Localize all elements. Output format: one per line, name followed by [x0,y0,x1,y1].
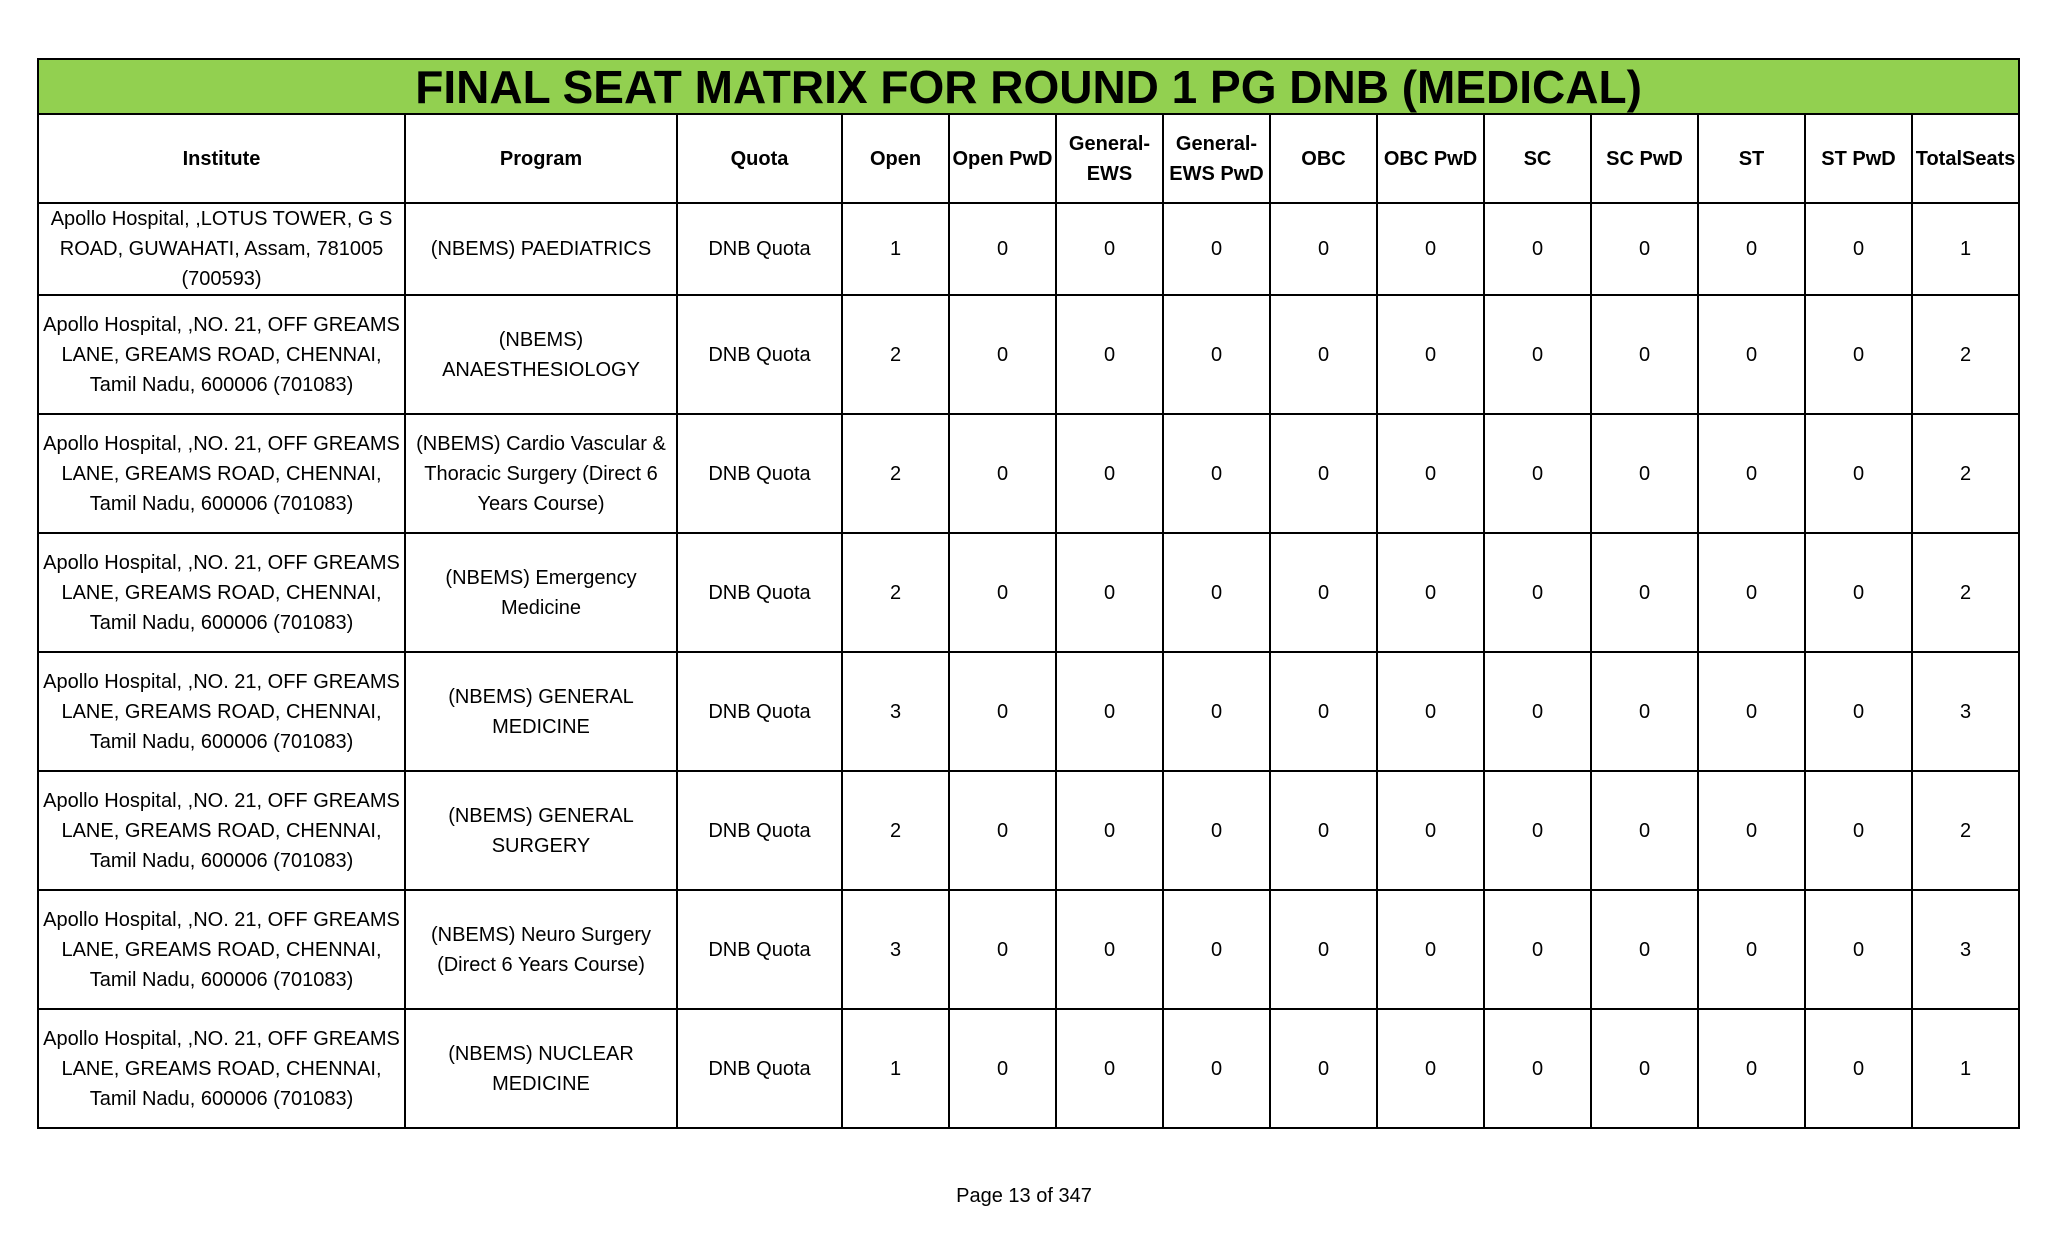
cell-general-ews-pwd: 0 [1163,203,1270,295]
cell-open-pwd: 0 [949,203,1056,295]
column-header-quota: Quota [677,114,842,203]
cell-obc-pwd: 0 [1377,771,1484,890]
cell-obc: 0 [1270,203,1377,295]
cell-open: 3 [842,652,949,771]
cell-open: 1 [842,203,949,295]
cell-program: (NBEMS) Neuro Surgery (Direct 6 Years Course) [405,890,677,1009]
column-header-program: Program [405,114,677,203]
cell-sc-pwd: 0 [1591,533,1698,652]
cell-obc-pwd: 0 [1377,295,1484,414]
table-row [38,414,2019,533]
table-row [38,203,2019,295]
seat-matrix-body [38,203,2019,1128]
cell-institute: Apollo Hospital, ,NO. 21, OFF GREAMS LANE, GREAMS ROAD, CHENNAI, Tamil Nadu, 600006 (701083) [38,295,405,414]
cell-st: 0 [1698,533,1805,652]
cell-st-pwd: 0 [1805,414,1912,533]
cell-obc: 0 [1270,414,1377,533]
table-row [38,771,2019,890]
cell-obc-pwd: 0 [1377,203,1484,295]
cell-sc: 0 [1484,414,1591,533]
cell-st-pwd: 0 [1805,890,1912,1009]
column-header-st: ST [1698,114,1805,203]
column-header-open-pwd: Open PwD [949,114,1056,203]
cell-sc: 0 [1484,890,1591,1009]
cell-open-pwd: 0 [949,771,1056,890]
page-number: Page 13 of 347 [956,1185,1092,1207]
cell-total-seats: 2 [1912,295,2019,414]
cell-obc: 0 [1270,533,1377,652]
cell-st: 0 [1698,771,1805,890]
cell-general-ews: 0 [1056,890,1163,1009]
cell-sc-pwd: 0 [1591,890,1698,1009]
cell-general-ews: 0 [1056,771,1163,890]
column-header-sc: SC [1484,114,1591,203]
cell-open-pwd: 0 [949,890,1056,1009]
cell-quota: DNB Quota [677,203,842,295]
cell-quota: DNB Quota [677,295,842,414]
cell-quota: DNB Quota [677,890,842,1009]
cell-open: 2 [842,414,949,533]
cell-total-seats: 1 [1912,203,2019,295]
cell-sc: 0 [1484,771,1591,890]
column-header-obc-pwd: OBC PwD [1377,114,1484,203]
cell-general-ews-pwd: 0 [1163,652,1270,771]
cell-sc-pwd: 0 [1591,771,1698,890]
cell-institute: Apollo Hospital, ,NO. 21, OFF GREAMS LANE, GREAMS ROAD, CHENNAI, Tamil Nadu, 600006 (701083) [38,652,405,771]
cell-st: 0 [1698,890,1805,1009]
cell-obc: 0 [1270,1009,1377,1128]
cell-obc-pwd: 0 [1377,890,1484,1009]
table-row [38,533,2019,652]
cell-st: 0 [1698,414,1805,533]
cell-obc-pwd: 0 [1377,533,1484,652]
cell-open-pwd: 0 [949,295,1056,414]
cell-program: (NBEMS) GENERAL SURGERY [405,771,677,890]
cell-obc: 0 [1270,295,1377,414]
cell-obc-pwd: 0 [1377,652,1484,771]
cell-st: 0 [1698,203,1805,295]
cell-total-seats: 3 [1912,652,2019,771]
cell-institute: Apollo Hospital, ,NO. 21, OFF GREAMS LANE, GREAMS ROAD, CHENNAI, Tamil Nadu, 600006 (701083) [38,414,405,533]
cell-total-seats: 1 [1912,1009,2019,1128]
cell-program: (NBEMS) Emergency Medicine [405,533,677,652]
cell-obc-pwd: 0 [1377,1009,1484,1128]
cell-quota: DNB Quota [677,1009,842,1128]
seat-matrix-table [37,58,2020,1129]
cell-program: (NBEMS) ANAESTHESIOLOGY [405,295,677,414]
table-title: FINAL SEAT MATRIX FOR ROUND 1 PG DNB (MEDICAL) [38,59,2019,114]
cell-quota: DNB Quota [677,652,842,771]
cell-general-ews-pwd: 0 [1163,890,1270,1009]
cell-general-ews-pwd: 0 [1163,1009,1270,1128]
cell-open-pwd: 0 [949,533,1056,652]
table-row [38,652,2019,771]
cell-quota: DNB Quota [677,533,842,652]
cell-institute: Apollo Hospital, ,LOTUS TOWER, G S ROAD, GUWAHATI, Assam, 781005 (700593) [38,203,405,295]
cell-st: 0 [1698,295,1805,414]
cell-institute: Apollo Hospital, ,NO. 21, OFF GREAMS LANE, GREAMS ROAD, CHENNAI, Tamil Nadu, 600006 (701083) [38,1009,405,1128]
seat-matrix-sheet [37,58,2016,1129]
cell-sc: 0 [1484,295,1591,414]
cell-st-pwd: 0 [1805,652,1912,771]
cell-open-pwd: 0 [949,1009,1056,1128]
column-header-institute: Institute [38,114,405,203]
column-header-st-pwd: ST PwD [1805,114,1912,203]
cell-institute: Apollo Hospital, ,NO. 21, OFF GREAMS LANE, GREAMS ROAD, CHENNAI, Tamil Nadu, 600006 (701083) [38,771,405,890]
cell-program: (NBEMS) Cardio Vascular & Thoracic Surgery (Direct 6 Years Course) [405,414,677,533]
cell-total-seats: 2 [1912,414,2019,533]
cell-program: (NBEMS) GENERAL MEDICINE [405,652,677,771]
cell-st-pwd: 0 [1805,203,1912,295]
cell-st-pwd: 0 [1805,533,1912,652]
cell-open: 2 [842,533,949,652]
cell-sc-pwd: 0 [1591,414,1698,533]
cell-open: 2 [842,771,949,890]
cell-obc: 0 [1270,652,1377,771]
cell-obc: 0 [1270,890,1377,1009]
cell-open: 2 [842,295,949,414]
cell-quota: DNB Quota [677,771,842,890]
column-header-general-ews: General-EWS [1056,114,1163,203]
cell-open: 3 [842,890,949,1009]
table-row [38,295,2019,414]
column-header-sc-pwd: SC PwD [1591,114,1698,203]
cell-general-ews: 0 [1056,533,1163,652]
cell-program: (NBEMS) NUCLEAR MEDICINE [405,1009,677,1128]
cell-sc: 0 [1484,203,1591,295]
cell-sc-pwd: 0 [1591,1009,1698,1128]
cell-quota: DNB Quota [677,414,842,533]
cell-general-ews: 0 [1056,1009,1163,1128]
cell-open: 1 [842,1009,949,1128]
cell-general-ews: 0 [1056,652,1163,771]
cell-general-ews: 0 [1056,295,1163,414]
column-header-obc: OBC [1270,114,1377,203]
table-row [38,890,2019,1009]
cell-sc: 0 [1484,652,1591,771]
cell-total-seats: 2 [1912,771,2019,890]
cell-obc-pwd: 0 [1377,414,1484,533]
cell-obc: 0 [1270,771,1377,890]
title-row [38,59,2019,114]
cell-sc: 0 [1484,1009,1591,1128]
cell-general-ews: 0 [1056,203,1163,295]
cell-program: (NBEMS) PAEDIATRICS [405,203,677,295]
cell-sc-pwd: 0 [1591,203,1698,295]
cell-total-seats: 3 [1912,890,2019,1009]
cell-open-pwd: 0 [949,414,1056,533]
cell-general-ews-pwd: 0 [1163,295,1270,414]
cell-general-ews-pwd: 0 [1163,414,1270,533]
column-header-total-seats: TotalSeats [1912,114,2019,203]
cell-institute: Apollo Hospital, ,NO. 21, OFF GREAMS LANE, GREAMS ROAD, CHENNAI, Tamil Nadu, 600006 (701083) [38,533,405,652]
table-row [38,1009,2019,1128]
column-header-open: Open [842,114,949,203]
column-header-row [38,114,2019,203]
cell-st-pwd: 0 [1805,771,1912,890]
cell-institute: Apollo Hospital, ,NO. 21, OFF GREAMS LANE, GREAMS ROAD, CHENNAI, Tamil Nadu, 600006 (701083) [38,890,405,1009]
cell-st-pwd: 0 [1805,295,1912,414]
cell-st: 0 [1698,652,1805,771]
cell-st: 0 [1698,1009,1805,1128]
cell-st-pwd: 0 [1805,1009,1912,1128]
cell-sc: 0 [1484,533,1591,652]
cell-general-ews-pwd: 0 [1163,771,1270,890]
cell-sc-pwd: 0 [1591,652,1698,771]
cell-sc-pwd: 0 [1591,295,1698,414]
cell-open-pwd: 0 [949,652,1056,771]
cell-general-ews: 0 [1056,414,1163,533]
column-header-general-ews-pwd: General-EWS PwD [1163,114,1270,203]
cell-total-seats: 2 [1912,533,2019,652]
cell-general-ews-pwd: 0 [1163,533,1270,652]
